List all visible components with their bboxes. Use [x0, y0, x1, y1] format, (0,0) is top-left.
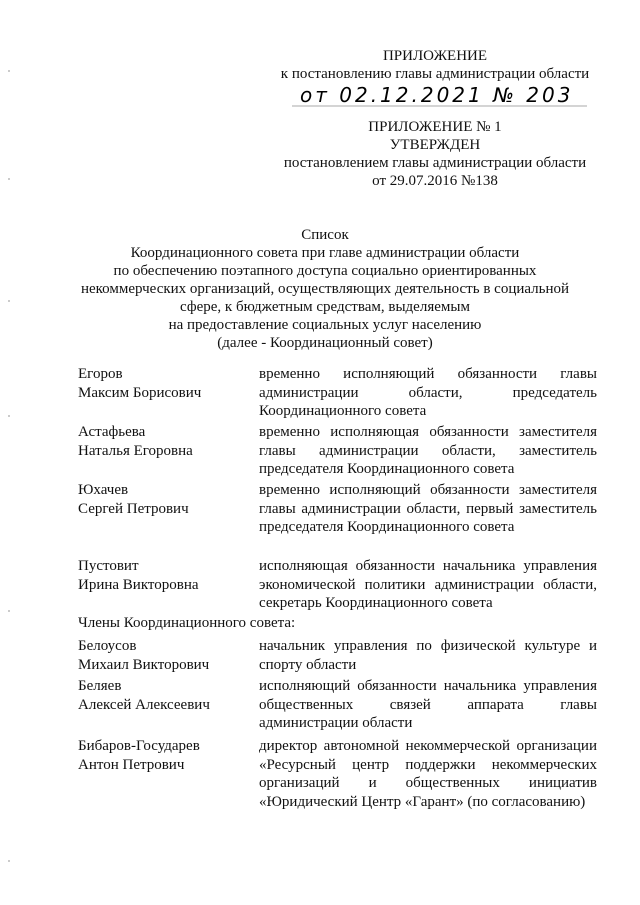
- scan-mark: [8, 70, 10, 72]
- member-given-name: Наталья Егоровна: [78, 442, 193, 459]
- member-position: временно исполняющий обязанности заместителя главы администрации области, первый заместитель председателя Координационного совета: [259, 482, 597, 535]
- title-line: Координационного совета при главе администрации области: [130, 245, 520, 261]
- scan-mark: [8, 178, 10, 180]
- member-surname: Бибаров-Государев: [78, 738, 200, 754]
- member-surname: Юхачев: [78, 482, 129, 498]
- scan-mark: [8, 860, 10, 862]
- title-line: сфере, к бюджетным средствам, выделяемым: [180, 299, 470, 315]
- approved-by: постановлением главы администрации области: [283, 155, 587, 171]
- handwritten-text: от 02.12.2021 № 203: [300, 83, 574, 107]
- member-name: [78, 677, 248, 714]
- member-position: временно исполняющий обязанности главы администрации области, председатель Координационного совета: [259, 366, 597, 419]
- member-surname: Астафьева: [78, 424, 146, 440]
- member-surname: Пустовит: [78, 558, 139, 574]
- header-title: ПРИЛОЖЕНИЕ: [382, 48, 488, 64]
- member-surname: Егоров: [78, 366, 123, 382]
- title-line: Список: [301, 227, 349, 243]
- member-position: исполняющая обязанности начальника управления экономической политики администрации области, секретарь Координационного совета: [259, 558, 597, 611]
- member-position: исполняющий обязанности начальника управления общественных связей аппарата главы администрации области: [259, 678, 597, 731]
- document-title: [60, 226, 590, 352]
- members-label: Члены Координационного совета:: [78, 615, 296, 631]
- member-surname: Беляев: [78, 678, 122, 694]
- member-given-name: Максим Борисович: [78, 384, 202, 401]
- scan-mark: [8, 610, 10, 612]
- member-name: [78, 423, 248, 460]
- approved-label: УТВЕРЖДЕН: [389, 137, 481, 153]
- member-position: директор автономной некоммерческой организации «Ресурсный центр поддержки некоммерческих организаций и общественных инициатив «Юридический Центр «Гарант» (по согласованию): [259, 738, 597, 810]
- member-position: начальник управления по физической культуре и спорту области: [259, 638, 597, 673]
- member-name: [78, 365, 248, 402]
- member-name: [78, 481, 248, 518]
- member-given-name: Ирина Викторовна: [78, 576, 199, 593]
- member-given-name: Сергей Петрович: [78, 500, 189, 517]
- scan-mark: [8, 300, 10, 302]
- member-given-name: Антон Петрович: [78, 756, 185, 773]
- title-line: некоммерческих организаций, осуществляющих деятельность в социальной: [80, 281, 570, 297]
- header-subtitle: к постановлению главы администрации области: [280, 66, 590, 82]
- member-name: [78, 637, 248, 674]
- member-name: [78, 557, 248, 594]
- member-name: [78, 737, 248, 774]
- member-given-name: Михаил Викторович: [78, 656, 210, 673]
- member-surname: Белоусов: [78, 638, 137, 654]
- handwritten-date-number: [292, 82, 592, 108]
- title-line: на предоставление социальных услуг населению: [168, 317, 482, 333]
- title-line: (далее - Координационный совет): [217, 335, 433, 351]
- title-line: по обеспечению поэтапного доступа социально ориентированных: [113, 263, 537, 279]
- approved-date: от 29.07.2016 №138: [372, 173, 498, 189]
- appendix-number: ПРИЛОЖЕНИЕ № 1: [368, 119, 502, 135]
- member-given-name: Алексей Алексеевич: [78, 696, 210, 713]
- scan-mark: [8, 415, 10, 417]
- member-position: временно исполняющая обязанности заместителя главы администрации области, заместитель председателя Координационного совета: [259, 424, 597, 477]
